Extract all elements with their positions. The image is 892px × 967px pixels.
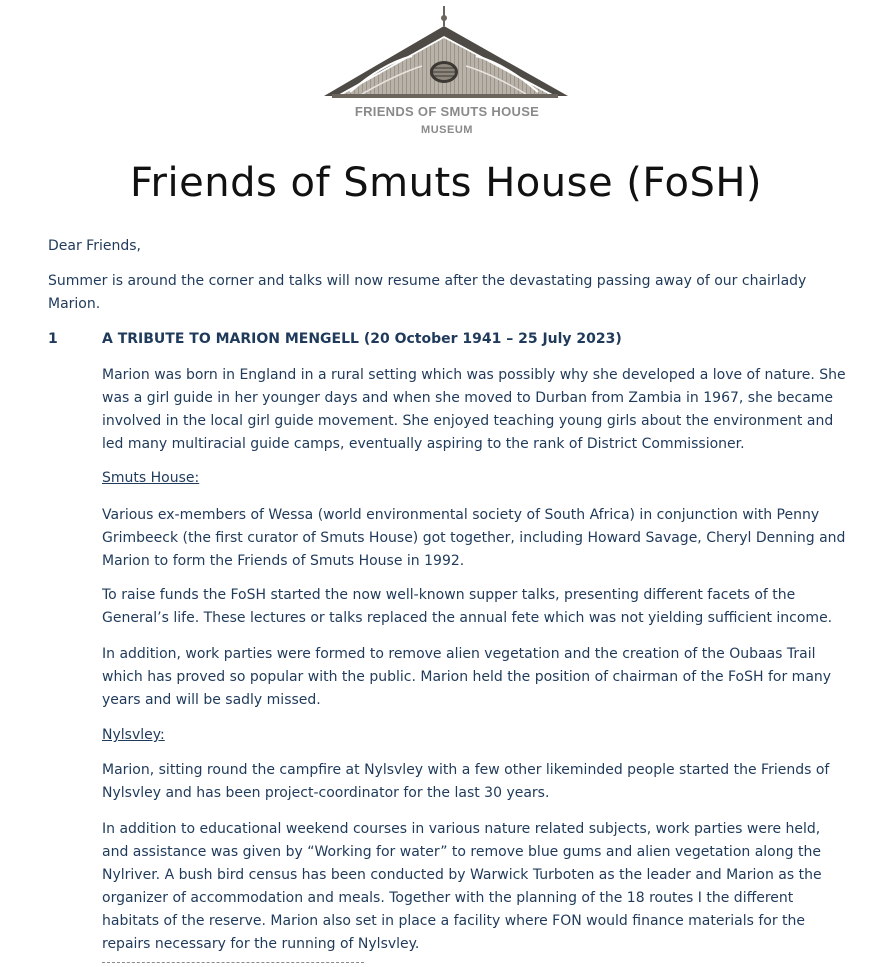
tribute-paragraph-2: Various ex-members of Wessa (world environmental society of South Africa) in conjunction with Penny Grimbeeck (the first curator of Smuts House) got together, including Howard Savage, Cheryl Denning and Marion to form the Friends of Smuts House in 1992. [102,507,846,569]
logo-text-line2: MUSEUM [421,124,473,136]
page-title: Friends of Smuts House (FoSH) [129,160,763,206]
intro-paragraph: Summer is around the corner and talks will now resume after the devastating passing away of our chairlady Marion. [48,273,807,312]
tribute-paragraph-6: In addition to educational weekend courses in various nature related subjects, work parties were held, and assistance was given by “Working for water” to remove blue gums and alien vegetation along the Nylriver. A bush bird census has been conducted by Warwick Turboten as the leader and Marion as the organizer of accommodation and meals. Together with the planning of the 18 routes I the different habitats of the reserve. Marion also set in place a facility where FON would finance materials for the repairs necessary for the running of Nylsvley. [102,821,822,952]
tribute-paragraph-1: Marion was born in England in a rural setting which was possibly why she developed a love of nature. She was a girl guide in her younger days and when she moved to Durban from Zambia in 1967, she became involved in the local girl guide movement. She enjoyed teaching young girls about the environment and led many multiracial guide camps, eventually aspiring to the rank of District Commissioner. [102,367,846,452]
tribute-paragraph-3: To raise funds the FoSH started the now well-known supper talks, presenting different facets of the General’s life. These lectures or talks replaced the annual fete which was not yielding sufficient income. [102,587,833,626]
fosh-logo [322,4,572,144]
subheading-nylsvley: Nylsvley: [102,727,165,743]
tribute-paragraph-5: Marion, sitting round the campfire at Nylsvley with a few other likeminded people started the Friends of Nylsvley and has been project-coordinator for the last 30 years. [102,762,830,801]
section-number: 1 [48,331,58,347]
greeting: Dear Friends, [48,238,141,254]
page-cut-edge [102,962,364,966]
section-heading: A TRIBUTE TO MARION MENGELL (20 October 1941 – 25 July 2023) [102,331,622,347]
tribute-paragraph-4: In addition, work parties were formed to remove alien vegetation and the creation of the Oubaas Trail which has proved so popular with the public. Marion held the position of chairman of the FoSH for many years and will be sadly missed. [102,646,832,708]
subheading-smuts-house: Smuts House: [102,470,200,486]
logo-text-line1: FRIENDS OF SMUTS HOUSE [354,104,540,119]
